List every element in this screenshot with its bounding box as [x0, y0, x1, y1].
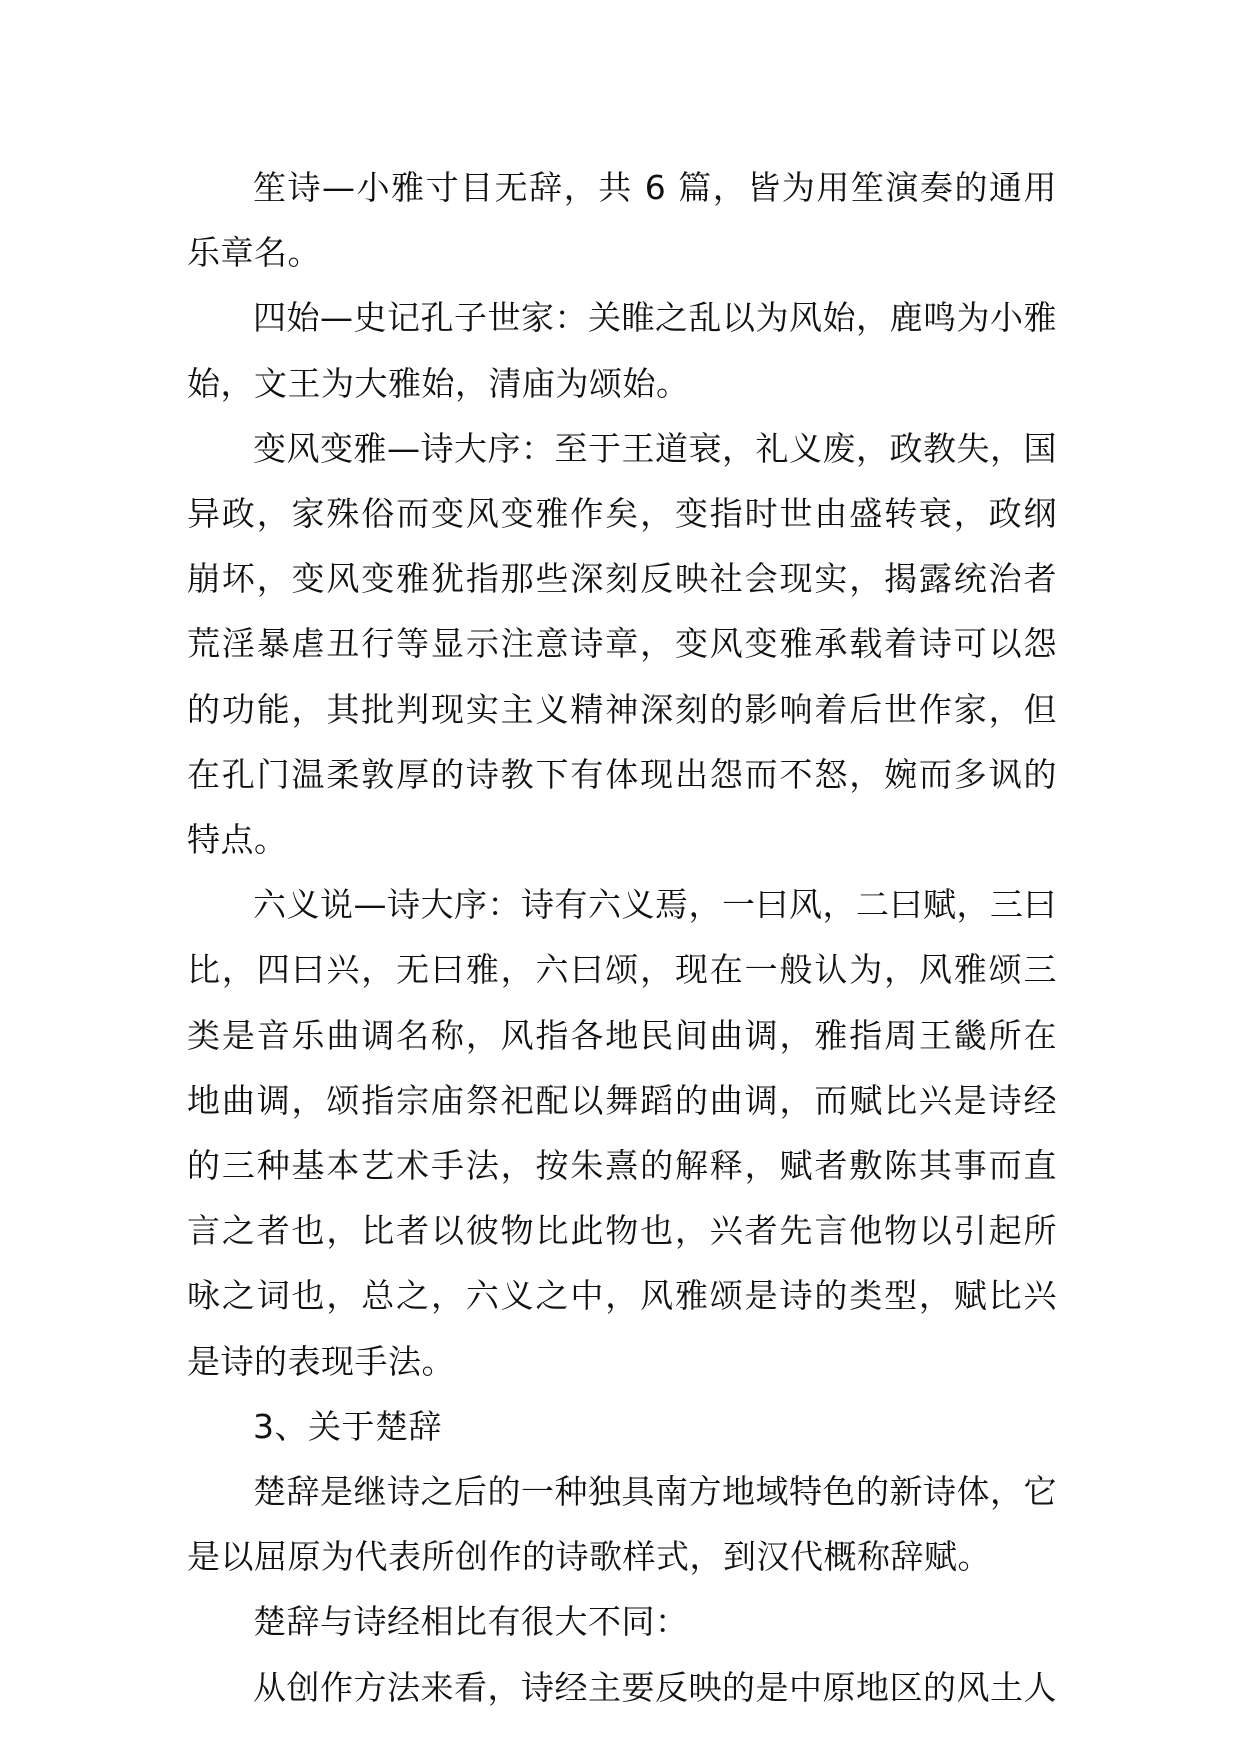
paragraph-chu-ci-comparison: 楚辞与诗经相比有很大不同： — [253, 1602, 689, 1642]
paragraph-chu-ci-intro: 楚辞是继诗之后的一种独具南方地域特色的新诗体，它是以屈原为代表所创作的诗歌样式，到汉代概称辞赋。 — [187, 1472, 1057, 1577]
paragraph-bian-feng-bian-ya: 变风变雅—诗大序：至于王道衰，礼义废，政教失，国异政，家殊俗而变风变雅作矣，变指时世由盛转衰，政纲崩坏，变风变雅犹指那些深刻反映社会现实，揭露统治者荒淫暴虐丑行等显示注意诗章，变风变雅承载着诗可以怨的功能，其批判现实主义精神深刻的影响着后世作家，但在孔门温柔敦厚的诗教下有体现出怨而不怒，婉而多讽的特点。 — [187, 428, 1057, 860]
paragraph-si-shi: 四始—史记孔子世家：关睢之乱以为风始，鹿鸣为小雅始，文王为大雅始，清庙为颂始。 — [187, 298, 1057, 403]
paragraph-creation-method: 从创作方法来看，诗经主要反映的是中原地区的风土人 — [253, 1667, 1057, 1707]
section-heading-chu-ci: 3、关于楚辞 — [253, 1406, 442, 1446]
body-text — [187, 155, 1057, 1720]
paragraph-liu-yi-shuo: 六义说—诗大序：诗有六义焉，一曰风，二曰赋，三曰比，四曰兴，无曰雅，六曰颂，现在一般认为，风雅颂三类是音乐曲调名称，风指各地民间曲调，雅指周王畿所在地曲调，颂指宗庙祭祀配以舞蹈的曲调，而赋比兴是诗经的三种基本艺术手法，按朱熹的解释，赋者敷陈其事而直言之者也，比者以彼物比此物也，兴者先言他物以引起所咏之词也，总之，六义之中，风雅颂是诗的类型，赋比兴是诗的表现手法。 — [187, 885, 1057, 1381]
paragraph-sheng-shi: 笙诗—小雅寸目无辞，共 6 篇，皆为用笙演奏的通用乐章名。 — [187, 168, 1057, 273]
